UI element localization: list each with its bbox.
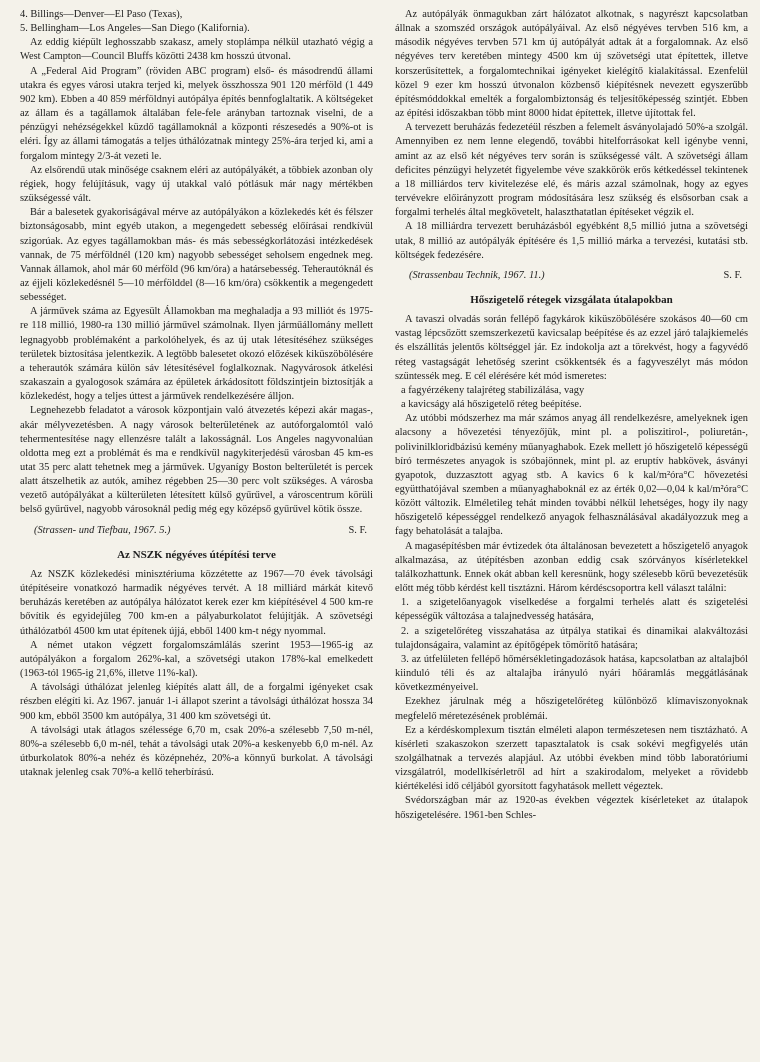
source-reference: (Strassenbau Technik, 1967. 11.) (409, 269, 545, 281)
list-item: 3. az útfelületen fellépő hőmérsékletingadozások hatása, kapcsolatban az altalajból kiinduló téli és az altalajba irányuló nyári hőáramlás meggátlásának következményeivel. (395, 653, 748, 694)
author-signature: S. F. (348, 524, 367, 536)
paragraph: A tavaszi olvadás során fellépő fagykárok kiküszöbölésére szokásos 40—60 cm vastag lépcsőzött szemszerkezetű kavicsalap beépítése és az ezzel járó talajkiemelés és elszállítás jelentős költséggel jár. Ez indokolja azt a törekvést, hogy a fagyvédő réteg vastagságát lehetőség szerint csökkentsék és a fagyveszélyt más módon szüntessék meg. E cél elérésére két mód ismeretes: (395, 314, 748, 382)
route-item: 5. Bellingham—Los Angeles—San Diego (Kalifornia). (20, 23, 250, 35)
paragraph: Bár a balesetek gyakoriságával mérve az autópályákon a közlekedés két és félszer biztonságosabb, mint egyéb utakon, a megengedett sebesség előírásai rendkívül szigorúak. Az egyes tagállamokban más- és más sebességkorlátozási intézkedések vannak, de 75 mérföldnél (120 km) nagyobb sebességet seholsem engednek meg. Vannak államok, ahol már 60 mérföld (96 km/óra) a határsebesség. Teherautóknál és az éjjeli közlekedésnél 5—10 mérfölddel (8—16 km/óra) csökkentik a megengedett sebességet. (20, 207, 373, 304)
paragraph: Ez a kérdéskomplexum tisztán elméleti alapon természetesen nem tisztázható. A kísérleti szakaszokon szerzett tapasztalatok is csak sokévi megfigyelés után szolgálhatnak a tervezés alapjául. Az utóbbi években mind több laboratóriumi vizsgálatról, modellkísérletről ad hírt a szakirodalom, melyeket a rövidebb kiértékelési idő céljából gyorsított fagyhatások mellett végeztek. (395, 724, 748, 793)
paragraph: Az eddig kiépült leghosszabb szakasz, amely stoplámpa nélkül utazható végig a West Campton—Council Bluffs közötti 2438 km hosszú útvonal. (20, 37, 373, 63)
paragraph: Svédországban már az 1920-as években végeztek kísérleteket az útalapok hőszigetelésére. 1961-ben Schles- (395, 795, 748, 821)
list-item: 1. a szigetelőanyagok viselkedése a forgalmi terhelés alatt és szigetelési képességük változása a talajnedvesség hatására, (395, 597, 748, 623)
source-citation (395, 269, 748, 283)
paragraph: Legnehezebb feladatot a városok központjain való átvezetés képezi akár magas-, akár mélyvezetésben. A nagy városok belterületének az autóforgalomtól való tehermentesítése nagy ellenzésre talált a lakosságnál. Los Angeles nagyvonalúan oldotta meg ezt a problémát és ma e rendkívül nagykiterjedésű városban 45 km-es utat 35 perc alatt tehetnek meg a járművek. Ugyanígy Boston belterületét is percek alatt átszelhetik az autók, amihez régebben 25—30 perc volt szükséges. A városba vezető autópályákat a külterületen létesített külső gyűrűvel, a városcentrum körüli belső gyűrűvel, nagyobb városoknál pedig még egy középső gyűrűvel kötik össze. (20, 405, 373, 516)
article-heading: Az NSZK négyéves útépítési terve (117, 548, 276, 561)
source-citation (20, 524, 373, 538)
paragraph: A tervezett beruházás fedezetéül részben a felemelt ásványolajadó 50%-a szolgál. Amennyiben ez nem lenne elegendő, további hitelforrásokat kell igénybe venni, amint az az első két négyéves terv során is szükségessé vált. A szövetségi állam deficites pénzügyi helyzetét figyelembe véve szakkörök erős kétkedéssel tekintenek a 18 milliárdos terv kivitelezése elé, és máris azzal számolnak, hogy az egyes tervévekre előirányzott program módosítására lesz szükség és elsősorban csak a forgalmi terhelés által megkövetelt, halaszthatatlan építéseket végzik el. (395, 122, 748, 219)
paragraph: Az utóbbi módszerhez ma már számos anyag áll rendelkezésre, amelyeknek igen alacsony a hővezetési tényezőjük, mint pl. a poliszitirol-, poliuretán-, polivinilkloridbázisú kemény műanyaghabok. Ezek mellett jó hőszigetelő képességű bíró természetes anyagok is szóbajönnek, mint pl. az eruptív habkövek, ásványi gyapotok, duzzasztott agyag stb. A kavics 6 k kal/m²óra°C hővezetési együtthatójával szemben a műanyaghaboknál ez az érték 0,02—0,04 k kal/m²óra°C között változik. Elméletileg tehát minden további nélkül lehetséges, hogy ily nagy hőszigetelő képességgel rendelkező anyagok felhasználásával akadályozzuk meg a fagy behatolását a talajba. (395, 413, 748, 538)
list-item: a kavicságy alá hőszigetelő réteg beépítése. (401, 399, 582, 411)
paragraph: A „Federal Aid Program” (röviden ABC program) első- és másodrendű állami utakra és egyes városi utakra terjed ki, melyek összhossza 901 120 mérföld (1 449 902 km). Ebben a 40 859 mérföldnyi autópálya építés bennfoglaltatik. A költségeket az állam és a tagállamok általában fele-fele arányban tartoznak viselni, de a pénzügyi nehézségekkel küzdő tagállamoknál a központi részesedés a 90%-ot is eléri. Így az állami támogatás a teljes úthálózatnak mintegy 25%-ára terjed ki, ami a forgalom mintegy 2/3-át vezeti le. (20, 65, 373, 162)
paragraph: Az autópályák önmagukban zárt hálózatot alkotnak, s nagyrészt kapcsolatban állnak a szomszéd országok autópályáival. Az első négyéves tervben 516 km, a második négyéves tervben 571 km új autópályát adtak át a forgalomnak. Az első négyéves terv keretében mintegy 4500 km új szövetségi utat építettek, illetve korszerűsítettek, a forgalomtechnikai igényeket kielégítő kialakítással. Ezenfelül közel 9 ezer km hosszú útvonalon közbenső kiépítésnek nevezett egyszerűbb építésmóddokkal emelték a forgalombiztonság és teljesítőképesség szintjét. Ebben az építési időszakban több mint 8000 hidat építettek, illetve újítottak fel. (395, 9, 748, 120)
paragraph: A járművek száma az Egyesült Államokban ma meghaladja a 93 milliót és 1975-re 118 millió, 1980-ra 130 millió járművel számolnak. Ilyen járműállomány mellett legnagyobb problémaként a parkolóhelyek, és az új utak létesítéséhez szükséges területek biztosítása jelentkezik. A legtöbb balesetet okozó előzések kiküszöbölésére a teherautók számára külön sáv létesítésével foglalkoznak. Nagyvárosok átkelési szakaszain a gyalogosok számára az épületek árkádosított földszintjein biztosítják a közlekedést, hogy a teljes úttest a járművek rendelkezésére álljon. (20, 306, 373, 403)
left-column (20, 8, 373, 1062)
paragraph: Az elsőrendű utak minősége csaknem eléri az autópályákét, a többiek azonban oly régiek, hogy felújításuk, vagy új utakkal való pótlásuk már nagy mértékben szükségessé vált. (20, 164, 373, 205)
paragraph: A német utakon végzett forgalomszámlálás szerint 1953—1965-ig az autópályákon a forgalom 262%-kal, a szövetségi utakon 178%-kal emelkedett (1963-tól 1965-ig 21,6%, illetve 11%-kal). (20, 639, 373, 680)
list-item: a fagyérzékeny talajréteg stabilizálása, vagy (401, 384, 585, 396)
paragraph: A távolsági utak átlagos szélessége 6,70 m, csak 20%-a szélesebb 7,50 m-nél, 80%-a szélesebb 6,0 m-nél, tehát a távolsági utak 20%-a keskenyebb 6,0 m-nél. Az útburkolatok 80%-a nehéz és középnehéz, 20%-a könnyű burkolat. A távolsági utaknak jelenleg csak 70%-a kellő teherbírású. (20, 724, 373, 779)
route-item: 4. Billings—Denver—El Paso (Texas), (20, 9, 183, 20)
right-column (395, 8, 748, 1062)
paragraph: Ezekhez járulnak még a hőszigetelőréteg különböző klímaviszonyoknak megfelelő méretezésének problémái. (395, 696, 748, 722)
paragraph: A magasépítésben már évtizedek óta általánosan bevezetett a hőszigetelő anyagok alkalmazása, az útépítésben azonban eddig csak szórványos kísérletekkel találkozhattunk. Ennek okát abban kell keresnünk, hogy szélesebb körű bevezetésük előtt még több kérdést kell tisztázni. Három kérdéscsoportra kell választ találni: (395, 540, 748, 595)
paragraph: Az NSZK közlekedési minisztériuma közzétette az 1967—70 évek távolsági útépítéseire vonatkozó harmadik négyéves tervét. A 18 milliárd márkát kitevő beruházás keretében az autópálya hálózatot kerek ezer km kiépítésével 4 500 km-re bővítik és egyidejűleg 700 km-en a pályaburkolatot felújítják. A szövetségi úthálózatból 4500 km utat építenek újjá, ebből 1400 km-t négy nyommal. (20, 568, 373, 637)
list-item: 2. a szigetelőréteg visszahatása az útpálya statikai és dinamikai alakváltozási tulajdonságaira, valamint az építőgépek tömörítő hatására; (395, 625, 748, 651)
paragraph: A távolsági úthálózat jelenleg kiépítés alatt áll, de a forgalmi igényeket csak részben elégíti ki. Az 1967. január 1-i állapot szerint a távolsági úthálózat hossza 34 900 km, ebből 3500 km autópálya, 31 400 km szövetségi út. (20, 682, 373, 722)
source-reference: (Strassen- und Tiefbau, 1967. 5.) (34, 524, 171, 536)
paragraph: A 18 milliárdra tervezett beruházásból egyébként 8,5 millió jutna a szövetségi utak, 8 millió az autópályák építésére és 1,5 millió márka a tervezési, kutatási stb. költségek fedezésére. (395, 221, 748, 261)
author-signature: S. F. (723, 269, 742, 281)
article-heading: Hőszigetelő rétegek vizsgálata útalapokban (470, 293, 673, 306)
